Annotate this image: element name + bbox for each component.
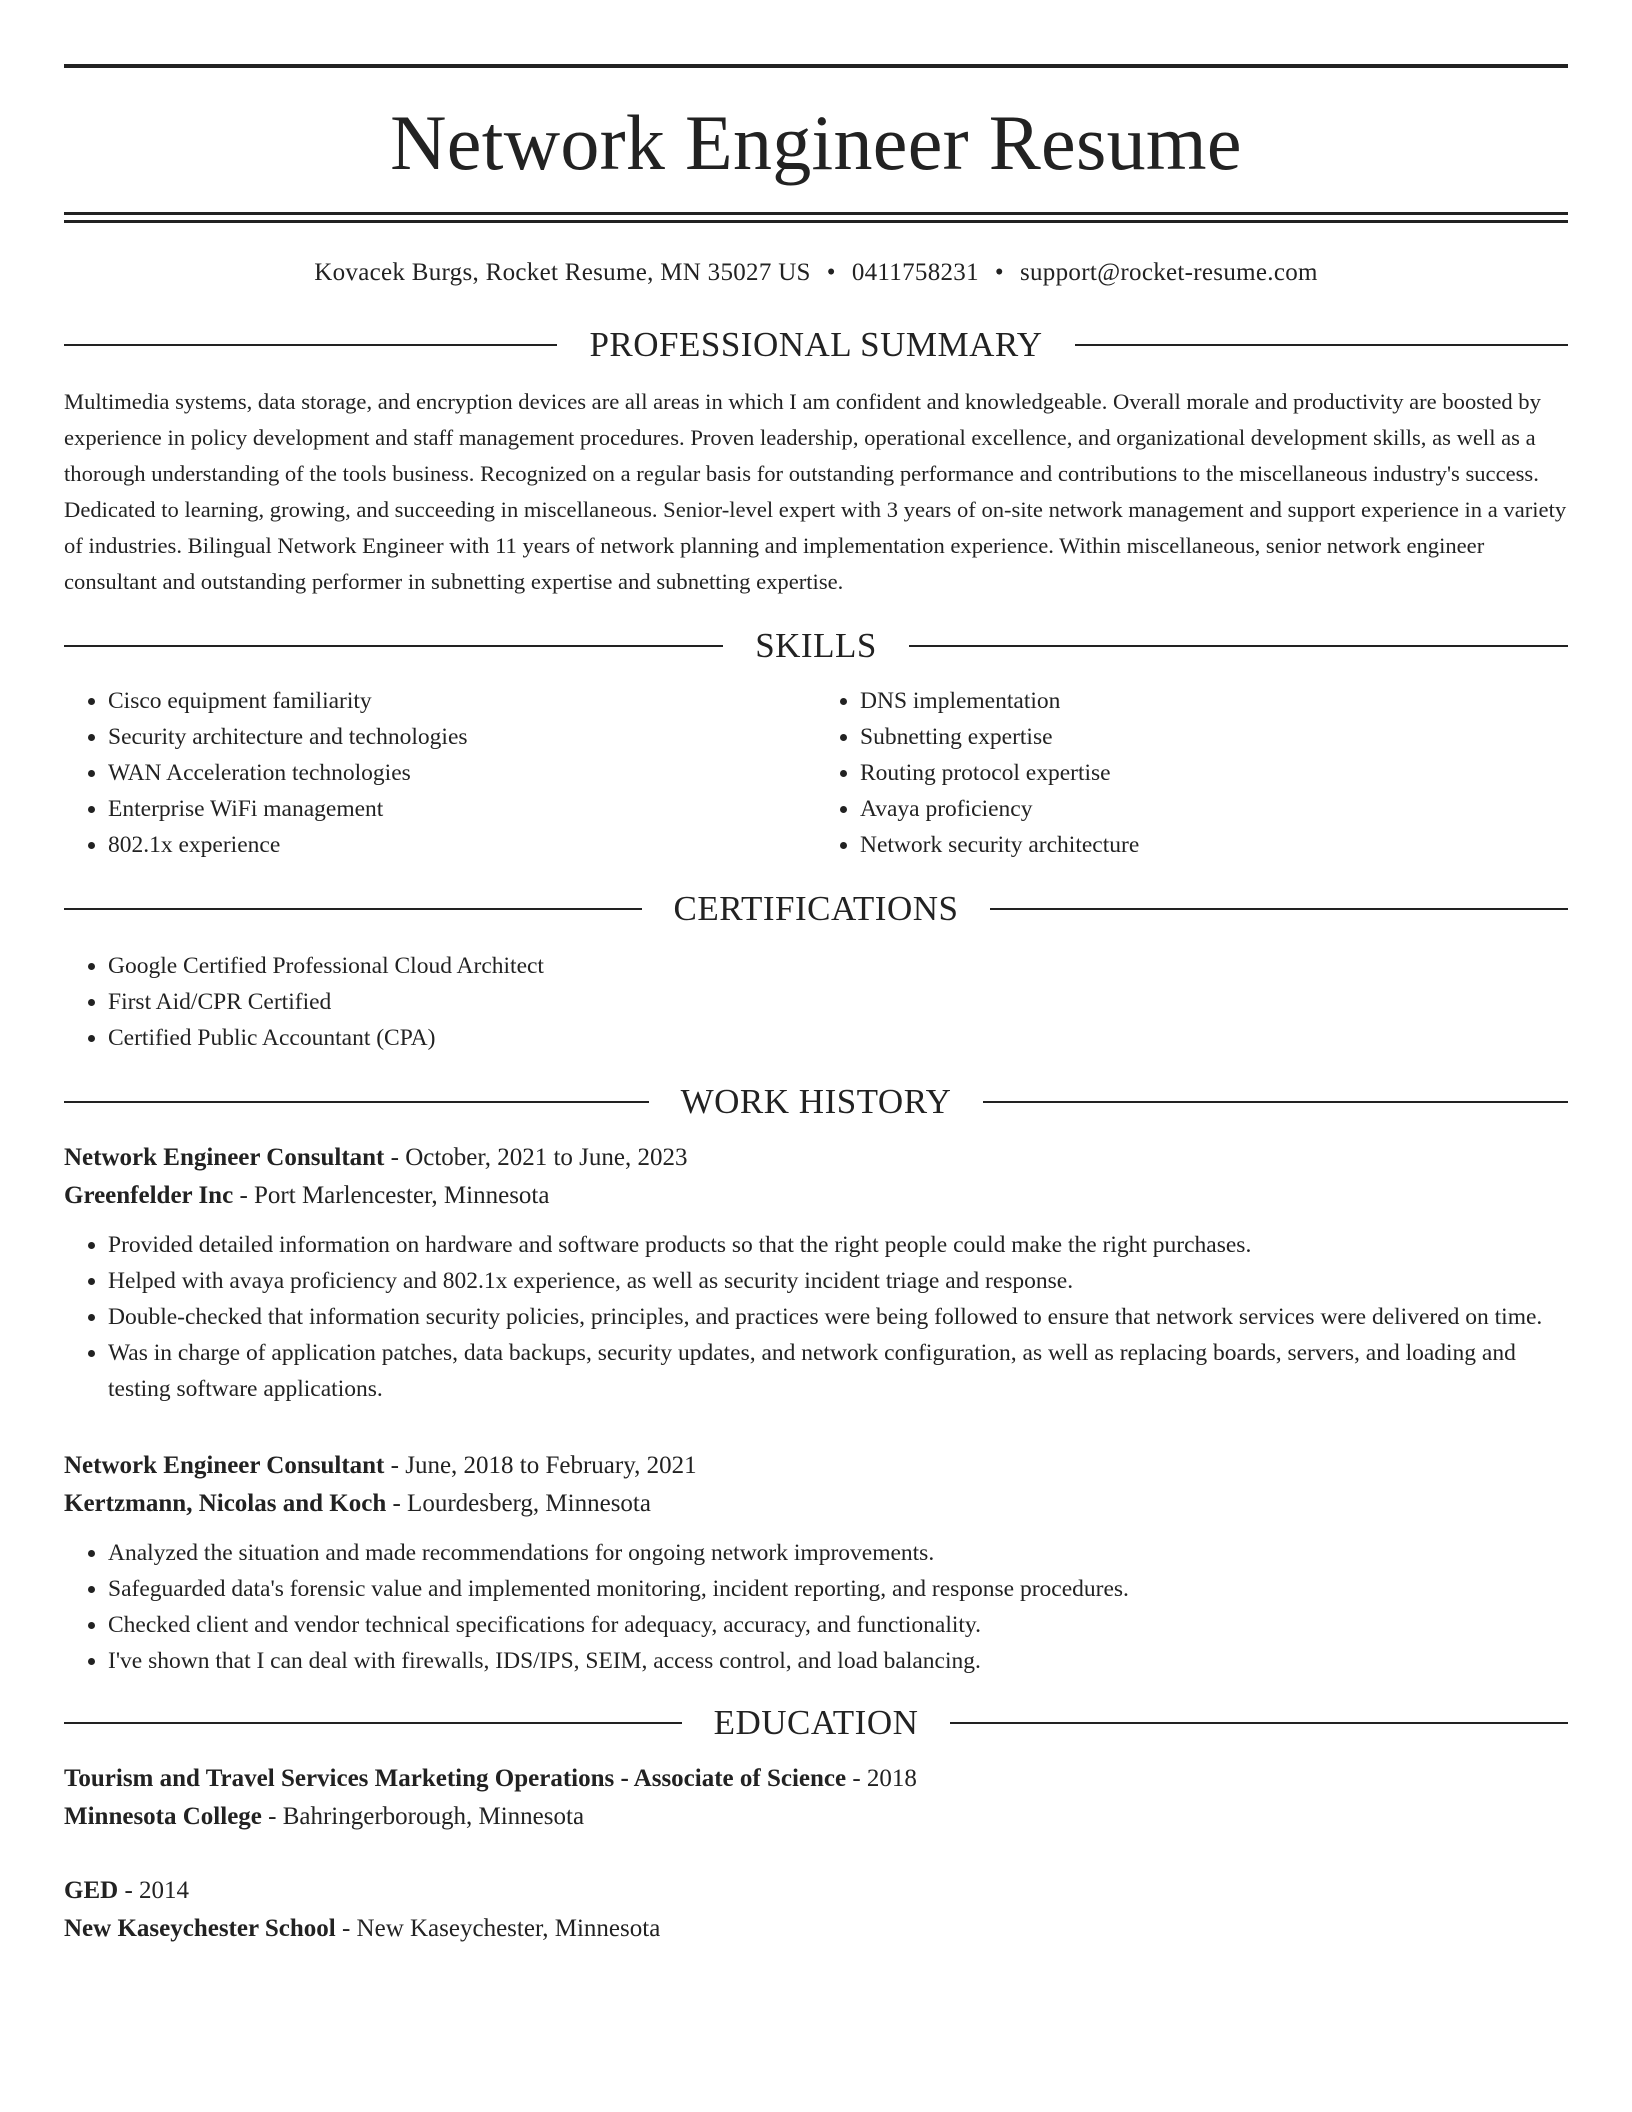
summary-text: Multimedia systems, data storage, and encryption devices are all areas in which I am confident and knowledgeable. Overall morale and productivity are boosted by experience in policy development and staff management procedures. Proven leadership, operational excellence, and organizational development skills, as well as a thorough understanding of the tools business. Recognized on a regular basis for outstanding performance and contributions to the miscellaneous industry's success. Dedicated to learning, growing, and succeeding in miscellaneous. Senior-level expert with 3 years of on-site network management and support experience in a variety of industries. Bilingual Network Engineer with 11 years of network planning and implementation experience. Within miscellaneous, senior network engineer consultant and outstanding performer in subnetting expertise and subnetting expertise.	[64, 389, 1567, 594]
skill-item: • Routing protocol expertise	[860, 755, 1568, 791]
section-title-skills: SKILLS	[755, 626, 877, 665]
section-title-summary: PROFESSIONAL SUMMARY	[589, 325, 1043, 364]
job-company-line	[64, 1177, 1568, 1215]
skill-item: • Avaya proficiency	[860, 791, 1568, 827]
section-rule	[990, 908, 1568, 910]
skill-item: • Network security architecture	[860, 827, 1568, 863]
education-degree-line	[64, 1760, 1568, 1798]
job-bullet: • Was in charge of application patches, data backups, security updates, and network configuration, as well as replacing boards, servers, and loading and testing software applications.	[108, 1335, 1568, 1407]
section-title-education: EDUCATION	[713, 1703, 919, 1742]
education-degree-line	[64, 1872, 1568, 1910]
section-rule	[1075, 344, 1568, 346]
contact-separator: •	[994, 259, 1004, 286]
skill-item: • Cisco equipment familiarity	[108, 683, 816, 719]
section-rule	[64, 1101, 649, 1103]
skill-item: • Enterprise WiFi management	[108, 791, 816, 827]
job-bullet: • Checked client and vendor technical specifications for adequacy, accuracy, and functionality.	[108, 1607, 1568, 1643]
contact-phone: 0411758231	[851, 259, 979, 286]
section-rule	[64, 908, 642, 910]
contact-address: Kovacek Burgs, Rocket Resume, MN 35027 US	[314, 259, 811, 286]
education-location: - Bahringerborough, Minnesota	[261, 1803, 585, 1830]
section-rule	[64, 645, 723, 647]
section-header-certifications	[64, 891, 1568, 926]
resume-title: Network Engineer Resume	[390, 99, 1242, 186]
job-title: Network Engineer Consultant	[64, 1144, 385, 1171]
education-year: - 2014	[118, 1877, 190, 1904]
skill-item: • 802.1x experience	[108, 827, 816, 863]
section-title-work: WORK HISTORY	[680, 1082, 952, 1121]
job-company: Greenfelder Inc	[64, 1182, 234, 1209]
job-title: Network Engineer Consultant	[64, 1452, 385, 1479]
contact-line	[64, 259, 1568, 287]
job-entry	[64, 1139, 1568, 1407]
job-company-line	[64, 1485, 1568, 1523]
section-rule	[909, 645, 1568, 647]
education-year: - 2018	[846, 1765, 917, 1792]
education-degree: GED	[64, 1877, 119, 1904]
job-bullet: • Safeguarded data's forensic value and implemented monitoring, incident reporting, and response procedures.	[108, 1571, 1568, 1607]
skills-grid	[64, 683, 1568, 863]
title-double-rule	[64, 212, 1568, 223]
job-bullet: • Double-checked that information security policies, principles, and practices were being followed to ensure that network services were delivered on time.	[108, 1299, 1568, 1335]
certification-item: • First Aid/CPR Certified	[108, 984, 1568, 1020]
section-rule	[64, 344, 557, 346]
education-school: Minnesota College	[64, 1803, 262, 1830]
job-bullet: • Provided detailed information on hardware and software products so that the right people could make the right purchases.	[108, 1227, 1568, 1263]
section-rule	[950, 1722, 1568, 1724]
job-company: Kertzmann, Nicolas and Koch	[64, 1490, 387, 1517]
job-location: - Port Marlencester, Minnesota	[233, 1182, 550, 1209]
skill-item: • Subnetting expertise	[860, 719, 1568, 755]
job-bullets	[64, 1227, 1568, 1407]
skill-item: • WAN Acceleration technologies	[108, 755, 816, 791]
education-location: - New Kaseychester, Minnesota	[335, 1915, 661, 1942]
section-rule	[64, 1722, 682, 1724]
section-header-skills	[64, 628, 1568, 663]
job-location: - Lourdesberg, Minnesota	[386, 1490, 651, 1517]
certification-item: • Google Certified Professional Cloud Architect	[108, 948, 1568, 984]
contact-separator: •	[826, 259, 836, 286]
education-school-line	[64, 1910, 1568, 1948]
job-bullet: • Helped with avaya proficiency and 802.1x experience, as well as security incident triage and response.	[108, 1263, 1568, 1299]
section-header-work	[64, 1084, 1568, 1119]
job-title-line	[64, 1447, 1568, 1485]
job-bullet: • I've shown that I can deal with firewalls, IDS/IPS, SEIM, access control, and load balancing.	[108, 1643, 1568, 1679]
contact-email: support@rocket-resume.com	[1019, 259, 1318, 286]
section-header-education	[64, 1705, 1568, 1740]
skills-column-left	[64, 683, 816, 863]
skills-column-right	[816, 683, 1568, 863]
job-bullet: • Analyzed the situation and made recommendations for ongoing network improvements.	[108, 1535, 1568, 1571]
certification-item: • Certified Public Accountant (CPA)	[108, 1020, 1568, 1056]
job-dates: - October, 2021 to June, 2023	[384, 1144, 688, 1171]
top-rule	[64, 64, 1568, 68]
education-degree: Tourism and Travel Services Marketing Operations - Associate of Science	[64, 1765, 847, 1792]
job-dates: - June, 2018 to February, 2021	[384, 1452, 697, 1479]
job-bullets	[64, 1535, 1568, 1679]
job-title-line	[64, 1139, 1568, 1177]
skill-item: • Security architecture and technologies	[108, 719, 816, 755]
education-entry	[64, 1760, 1568, 1836]
certifications-list	[64, 948, 1568, 1056]
education-entry	[64, 1872, 1568, 1948]
education-school-line	[64, 1798, 1568, 1836]
education-school: New Kaseychester School	[64, 1915, 336, 1942]
section-header-summary	[64, 327, 1568, 362]
skill-item: • DNS implementation	[860, 683, 1568, 719]
section-title-certifications: CERTIFICATIONS	[673, 889, 959, 928]
job-entry	[64, 1447, 1568, 1679]
section-rule	[983, 1101, 1568, 1103]
